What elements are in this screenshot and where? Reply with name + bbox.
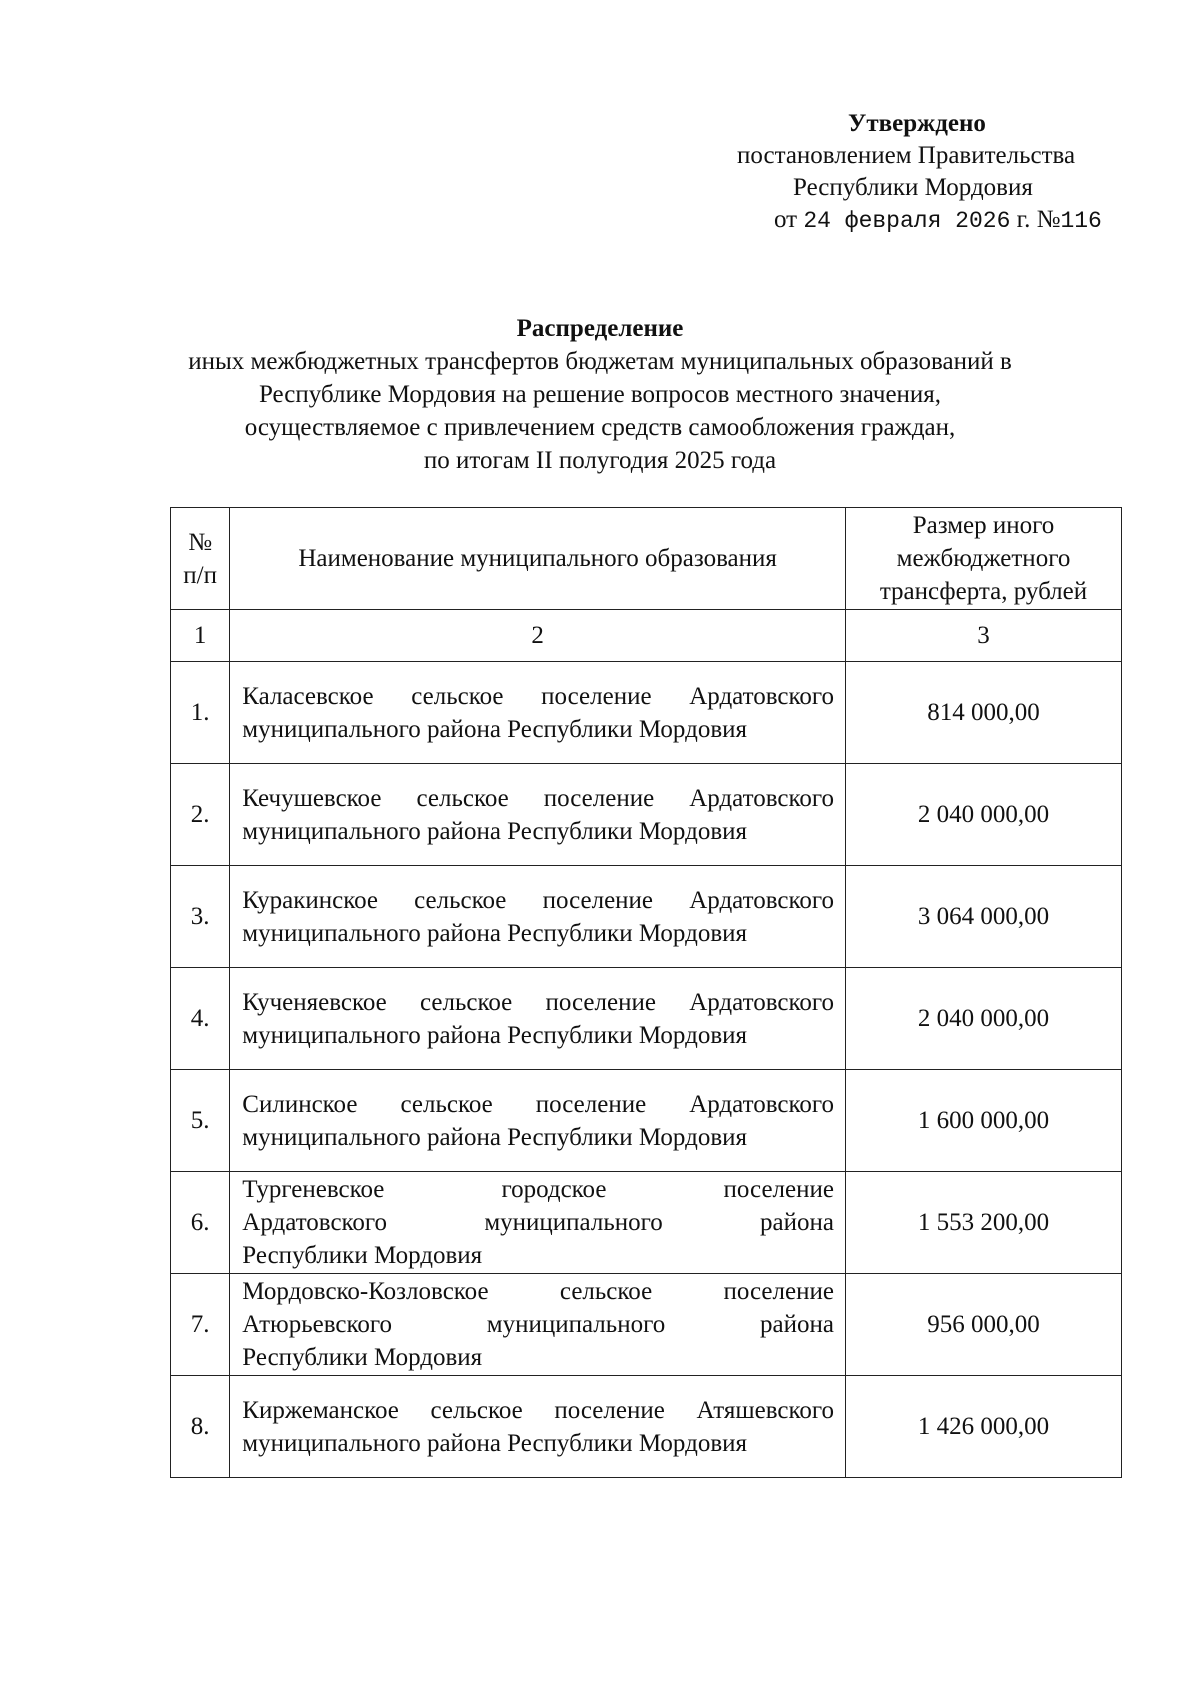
row-number: 7. [171,1274,230,1376]
column-number-3: 3 [845,610,1121,662]
table-row [171,866,1122,968]
municipality-name-line-1: Тургеневское городское поселение [242,1176,834,1203]
table-row [171,764,1122,866]
table-row [171,1376,1122,1478]
transfer-amount: 2 040 000,00 [845,764,1121,866]
municipality-name: Кечушевское сельское поселение Ардатовского муниципального района Республики Мордовия [230,764,846,866]
row-number: 8. [171,1376,230,1478]
transfer-amount: 1 600 000,00 [845,1070,1121,1172]
municipality-name-line-2: Атюрьевского муниципального района [242,1311,834,1338]
municipality-name: Силинское сельское поселение Ардатовского муниципального района Республики Мордовия [230,1070,846,1172]
column-number-row [171,610,1122,662]
header-name: Наименование муниципального образования [230,508,846,610]
municipality-name: Каласевское сельское поселение Ардатовского муниципального района Республики Мордовия [230,662,846,764]
row-number: 4. [171,968,230,1070]
table-row [171,1172,1122,1274]
municipality-name: Кученяевское сельское поселение Ардатовского муниципального района Республики Мордовия [230,968,846,1070]
transfer-amount: 1 553 200,00 [845,1172,1121,1274]
heading-line-4: по итогам II полугодия 2025 года [423,447,777,474]
header-amount-line-2: межбюджетного [896,545,1071,572]
header-number-abbr: п/п [183,561,217,589]
column-number-1: 1 [171,610,230,662]
header-amount-line-1: Размер иного [912,512,1055,539]
date-prefix: от [774,206,798,233]
document-number: 116 [1060,208,1102,234]
municipality-name: Куракинское сельское поселение Ардатовского муниципального района Республики Мордовия [230,866,846,968]
table-row [171,1070,1122,1172]
transfer-amount: 3 064 000,00 [845,866,1121,968]
row-number: 3. [171,866,230,968]
municipality-name-line-2: Ардатовского муниципального района [242,1209,834,1236]
transfer-amount: 814 000,00 [845,662,1121,764]
header-amount [845,508,1121,610]
approval-line-1: постановлением Правительства [737,142,1076,169]
header-number-symbol: № [188,528,213,556]
row-number: 1. [171,662,230,764]
table-header-row [171,508,1122,610]
table-row [171,662,1122,764]
approval-date-line [700,204,1140,237]
row-number: 6. [171,1172,230,1274]
date-suffix: г. № [1016,206,1061,233]
document-heading [100,312,1100,477]
row-number: 2. [171,764,230,866]
transfer-amount: 956 000,00 [845,1274,1121,1376]
municipality-name-line-1: Мордовско-Козловское сельское поселение [242,1278,834,1305]
heading-line-3: осуществляемое с привлечением средств самообложения граждан, [244,414,956,441]
transfer-amount: 1 426 000,00 [845,1376,1121,1478]
approval-stamp [700,108,1140,237]
heading-line-2: Республике Мордовия на решение вопросов местного значения, [258,381,942,408]
row-number: 5. [171,1070,230,1172]
approval-line-2: Республики Мордовия [793,174,1033,201]
column-number-2: 2 [230,610,846,662]
municipality-name-line-3: Республики Мордовия [242,1242,483,1269]
header-amount-line-3: трансферта, рублей [879,578,1088,605]
table-row [171,1274,1122,1376]
approval-title: Утверждено [848,110,986,137]
municipality-name-line-3: Республики Мордовия [242,1344,483,1371]
heading-line-1: иных межбюджетных трансфертов бюджетам муниципальных образований в [188,348,1012,375]
date-value: 24 февраля 2026 [803,208,1011,234]
table-row [171,968,1122,1070]
document-title: Распределение [516,315,684,342]
municipality-name [230,1172,846,1274]
municipality-name: Киржеманское сельское поселение Атяшевского муниципального района Республики Мордовия [230,1376,846,1478]
transfer-amount: 2 040 000,00 [845,968,1121,1070]
distribution-table [170,507,1122,1478]
header-number [171,508,230,610]
municipality-name [230,1274,846,1376]
